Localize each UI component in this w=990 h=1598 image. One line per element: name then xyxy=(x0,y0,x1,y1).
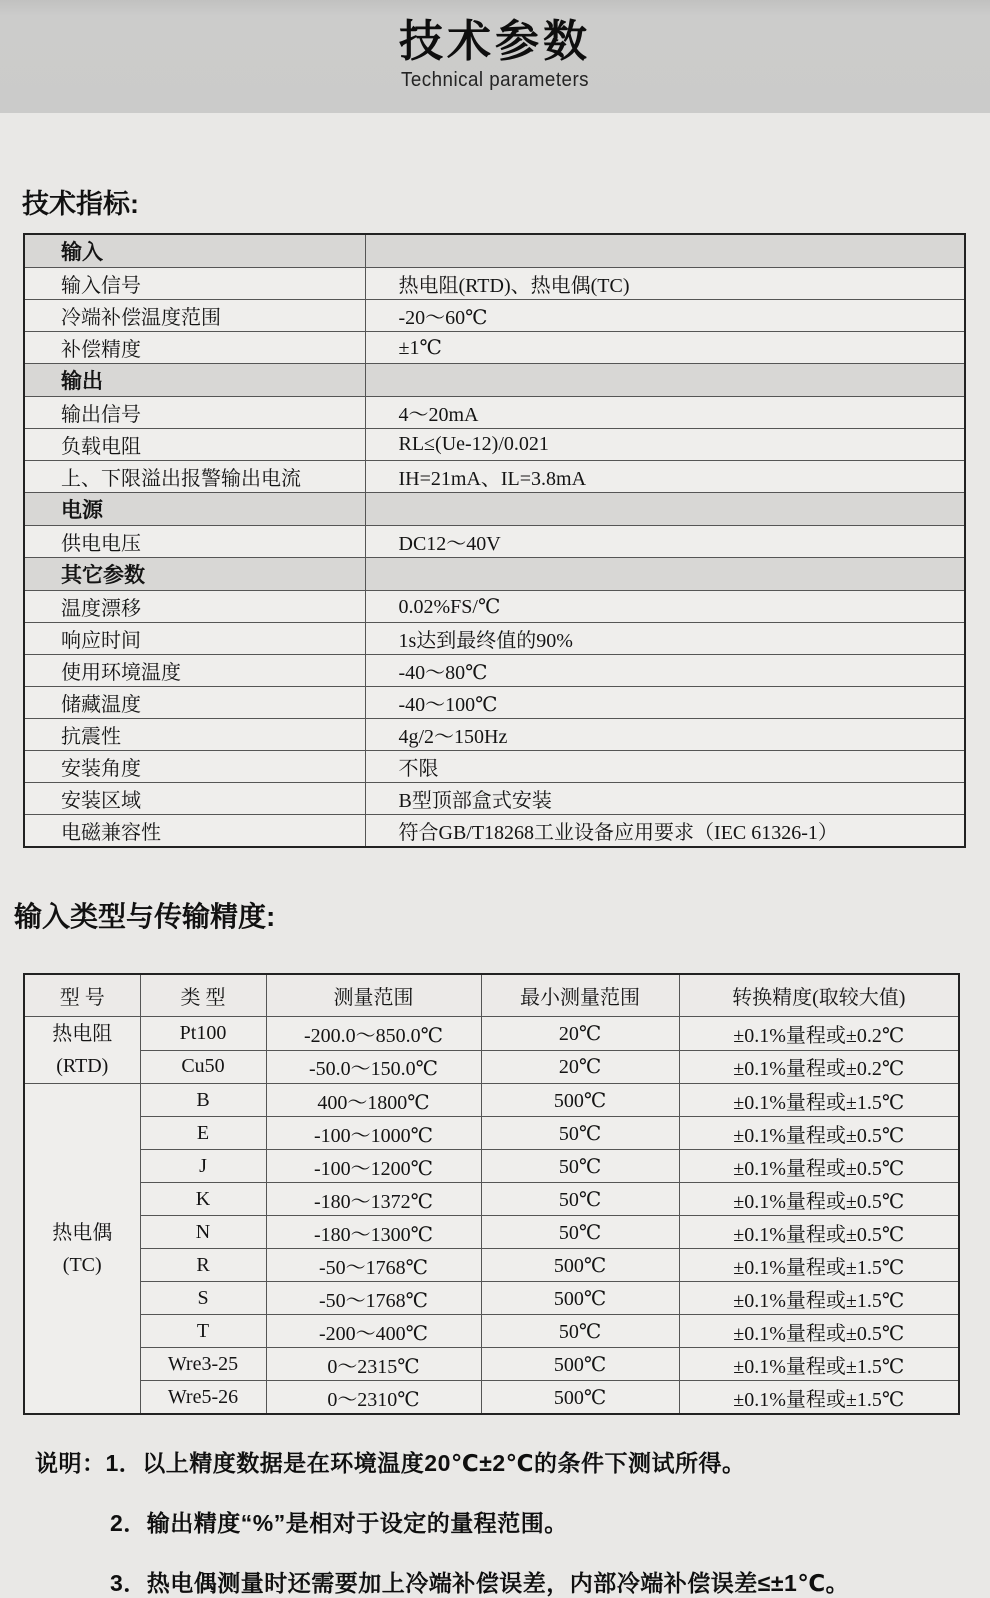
range-cell: 0～2315℃ xyxy=(266,1348,481,1381)
spec-value-cell: RL≤(Ue-12)/0.021 xyxy=(365,429,965,461)
accuracy-row xyxy=(24,1249,959,1282)
spec-value-cell: 符合GB/T18268工业设备应用要求（IEC 61326-1） xyxy=(365,815,965,848)
type-cell: B xyxy=(140,1084,266,1117)
spec-row xyxy=(24,526,965,558)
accuracy-header-row xyxy=(24,974,959,1017)
page-title: 技术参数 xyxy=(399,17,591,66)
type-cell: T xyxy=(140,1315,266,1348)
spec-section-row xyxy=(24,493,965,526)
col-header-type: 类 型 xyxy=(140,974,266,1017)
range-cell: -200.0～850.0℃ xyxy=(266,1017,481,1051)
spec-row xyxy=(24,719,965,751)
spec-row xyxy=(24,268,965,300)
spec-label-cell: 温度漂移 xyxy=(24,591,365,623)
spec-value-cell: DC12～40V xyxy=(365,526,965,558)
min-range-cell: 20℃ xyxy=(481,1050,679,1084)
min-range-cell: 500℃ xyxy=(481,1084,679,1117)
notes-block xyxy=(35,1445,990,1598)
type-cell: E xyxy=(140,1117,266,1150)
spec-section-row xyxy=(24,364,965,397)
accuracy-cell: ±0.1%量程或±1.5℃ xyxy=(679,1084,959,1117)
accuracy-cell: ±0.1%量程或±0.5℃ xyxy=(679,1117,959,1150)
spec-label-cell: 负载电阻 xyxy=(24,429,365,461)
type-cell: Wre3-25 xyxy=(140,1348,266,1381)
accuracy-heading: 输入类型与传输精度: xyxy=(14,901,276,932)
spec-label-cell: 响应时间 xyxy=(24,623,365,655)
spec-value-cell: 不限 xyxy=(365,751,965,783)
spec-label-cell: 抗震性 xyxy=(24,719,365,751)
accuracy-cell: ±0.1%量程或±0.2℃ xyxy=(679,1050,959,1084)
accuracy-row xyxy=(24,1117,959,1150)
spec-label-cell: 供电电压 xyxy=(24,526,365,558)
group-label-line: 热电阻 xyxy=(52,1023,113,1045)
accuracy-row xyxy=(24,1282,959,1315)
range-cell: -180～1372℃ xyxy=(266,1183,481,1216)
accuracy-cell: ±0.1%量程或±1.5℃ xyxy=(679,1381,959,1415)
note-line xyxy=(35,1505,990,1538)
accuracy-table xyxy=(23,973,960,1415)
group-cell-rtd xyxy=(24,1017,140,1084)
range-cell: -50～1768℃ xyxy=(266,1249,481,1282)
spec-label-cell: 储藏温度 xyxy=(24,687,365,719)
accuracy-row xyxy=(24,1050,959,1084)
spec-row xyxy=(24,815,965,848)
type-cell: J xyxy=(140,1150,266,1183)
spec-row xyxy=(24,687,965,719)
range-cell: -50～1768℃ xyxy=(266,1282,481,1315)
type-cell: Pt100 xyxy=(140,1017,266,1051)
spec-value-cell: 0.02%FS/℃ xyxy=(365,591,965,623)
spec-row xyxy=(24,783,965,815)
spec-value-cell: -40～80℃ xyxy=(365,655,965,687)
spec-section-label: 输入 xyxy=(24,234,365,268)
accuracy-cell: ±0.1%量程或±0.5℃ xyxy=(679,1150,959,1183)
note-text: 1．以上精度数据是在环境温度20℃±2℃的条件下测试所得。 xyxy=(105,1450,746,1476)
spec-label-cell: 输出信号 xyxy=(24,397,365,429)
spec-row xyxy=(24,591,965,623)
range-cell: -180～1300℃ xyxy=(266,1216,481,1249)
min-range-cell: 500℃ xyxy=(481,1381,679,1415)
type-cell: N xyxy=(140,1216,266,1249)
specs-heading: 技术指标: xyxy=(22,189,139,219)
page-subtitle: Technical parameters xyxy=(400,68,590,91)
notes-prefix: 说明： xyxy=(35,1450,106,1476)
spec-section-label: 电源 xyxy=(24,493,365,526)
range-cell: -100～1200℃ xyxy=(266,1150,481,1183)
accuracy-cell: ±0.1%量程或±0.5℃ xyxy=(679,1315,959,1348)
accuracy-row xyxy=(24,1216,959,1249)
spec-value-cell: ±1℃ xyxy=(365,332,965,364)
min-range-cell: 500℃ xyxy=(481,1282,679,1315)
spec-value-cell: -40～100℃ xyxy=(365,687,965,719)
spec-section-label: 其它参数 xyxy=(24,558,365,591)
spec-row xyxy=(24,461,965,493)
group-label-line: (TC) xyxy=(62,1253,102,1276)
spec-row xyxy=(24,429,965,461)
spec-label-cell: 电磁兼容性 xyxy=(24,815,365,848)
spec-row xyxy=(24,655,965,687)
spec-value-cell: 1s达到最终值的90% xyxy=(365,623,965,655)
type-cell: R xyxy=(140,1249,266,1282)
type-cell: Cu50 xyxy=(140,1050,266,1084)
min-range-cell: 500℃ xyxy=(481,1348,679,1381)
spec-label-cell: 使用环境温度 xyxy=(24,655,365,687)
accuracy-row xyxy=(24,1183,959,1216)
accuracy-cell: ±0.1%量程或±1.5℃ xyxy=(679,1282,959,1315)
group-label-line: 热电偶 xyxy=(52,1221,113,1244)
note-text: 3．热电偶测量时还需要加上冷端补偿误差，内部冷端补偿误差≤±1℃。 xyxy=(110,1570,850,1596)
spec-label-cell: 输入信号 xyxy=(24,268,365,300)
accuracy-row xyxy=(24,1150,959,1183)
min-range-cell: 50℃ xyxy=(481,1315,679,1348)
group-label-line: (RTD) xyxy=(56,1055,109,1077)
col-header-model: 型 号 xyxy=(24,974,140,1017)
spec-row xyxy=(24,332,965,364)
min-range-cell: 50℃ xyxy=(481,1183,679,1216)
accuracy-row xyxy=(24,1348,959,1381)
col-header-accuracy: 转换精度(取较大值) xyxy=(679,974,959,1017)
min-range-cell: 50℃ xyxy=(481,1150,679,1183)
spec-row xyxy=(24,623,965,655)
spec-label-cell: 安装区域 xyxy=(24,783,365,815)
col-header-range: 测量范围 xyxy=(266,974,481,1017)
spec-row xyxy=(24,397,965,429)
note-line xyxy=(35,1445,990,1478)
spec-value-cell xyxy=(365,364,965,397)
group-cell-tc xyxy=(24,1084,140,1415)
min-range-cell: 50℃ xyxy=(481,1216,679,1249)
spec-section-row xyxy=(24,558,965,591)
spec-row xyxy=(24,300,965,332)
accuracy-row xyxy=(24,1381,959,1415)
accuracy-cell: ±0.1%量程或±1.5℃ xyxy=(679,1249,959,1282)
spec-value-cell: 热电阻(RTD)、热电偶(TC) xyxy=(365,268,965,300)
note-text: 2．输出精度“%”是相对于设定的量程范围。 xyxy=(110,1510,568,1536)
type-cell: S xyxy=(140,1282,266,1315)
spec-value-cell: 4～20mA xyxy=(365,397,965,429)
range-cell: 400～1800℃ xyxy=(266,1084,481,1117)
range-cell: -50.0～150.0℃ xyxy=(266,1050,481,1084)
spec-label-cell: 上、下限溢出报警输出电流 xyxy=(24,461,365,493)
range-cell: 0～2310℃ xyxy=(266,1381,481,1415)
page-header xyxy=(0,0,990,113)
accuracy-cell: ±0.1%量程或±0.2℃ xyxy=(679,1017,959,1051)
spec-row xyxy=(24,751,965,783)
min-range-cell: 50℃ xyxy=(481,1117,679,1150)
accuracy-row xyxy=(24,1017,959,1051)
spec-label-cell: 冷端补偿温度范围 xyxy=(24,300,365,332)
spec-value-cell xyxy=(365,493,965,526)
range-cell: -100～1000℃ xyxy=(266,1117,481,1150)
spec-value-cell: IH=21mA、IL=3.8mA xyxy=(365,461,965,493)
note-line xyxy=(35,1565,990,1598)
col-header-min-range: 最小测量范围 xyxy=(481,974,679,1017)
spec-section-label: 输出 xyxy=(24,364,365,397)
type-cell: K xyxy=(140,1183,266,1216)
accuracy-cell: ±0.1%量程或±1.5℃ xyxy=(679,1348,959,1381)
spec-section-row xyxy=(24,234,965,268)
accuracy-cell: ±0.1%量程或±0.5℃ xyxy=(679,1183,959,1216)
spec-value-cell xyxy=(365,558,965,591)
range-cell: -200～400℃ xyxy=(266,1315,481,1348)
specs-table xyxy=(23,233,966,848)
min-range-cell: 20℃ xyxy=(481,1017,679,1051)
accuracy-row xyxy=(24,1084,959,1117)
spec-value-cell: -20～60℃ xyxy=(365,300,965,332)
min-range-cell: 500℃ xyxy=(481,1249,679,1282)
accuracy-row xyxy=(24,1315,959,1348)
accuracy-cell: ±0.1%量程或±0.5℃ xyxy=(679,1216,959,1249)
spec-label-cell: 补偿精度 xyxy=(24,332,365,364)
spec-value-cell: B型顶部盒式安装 xyxy=(365,783,965,815)
spec-value-cell: 4g/2～150Hz xyxy=(365,719,965,751)
spec-label-cell: 安装角度 xyxy=(24,751,365,783)
type-cell: Wre5-26 xyxy=(140,1381,266,1415)
spec-value-cell xyxy=(365,234,965,268)
